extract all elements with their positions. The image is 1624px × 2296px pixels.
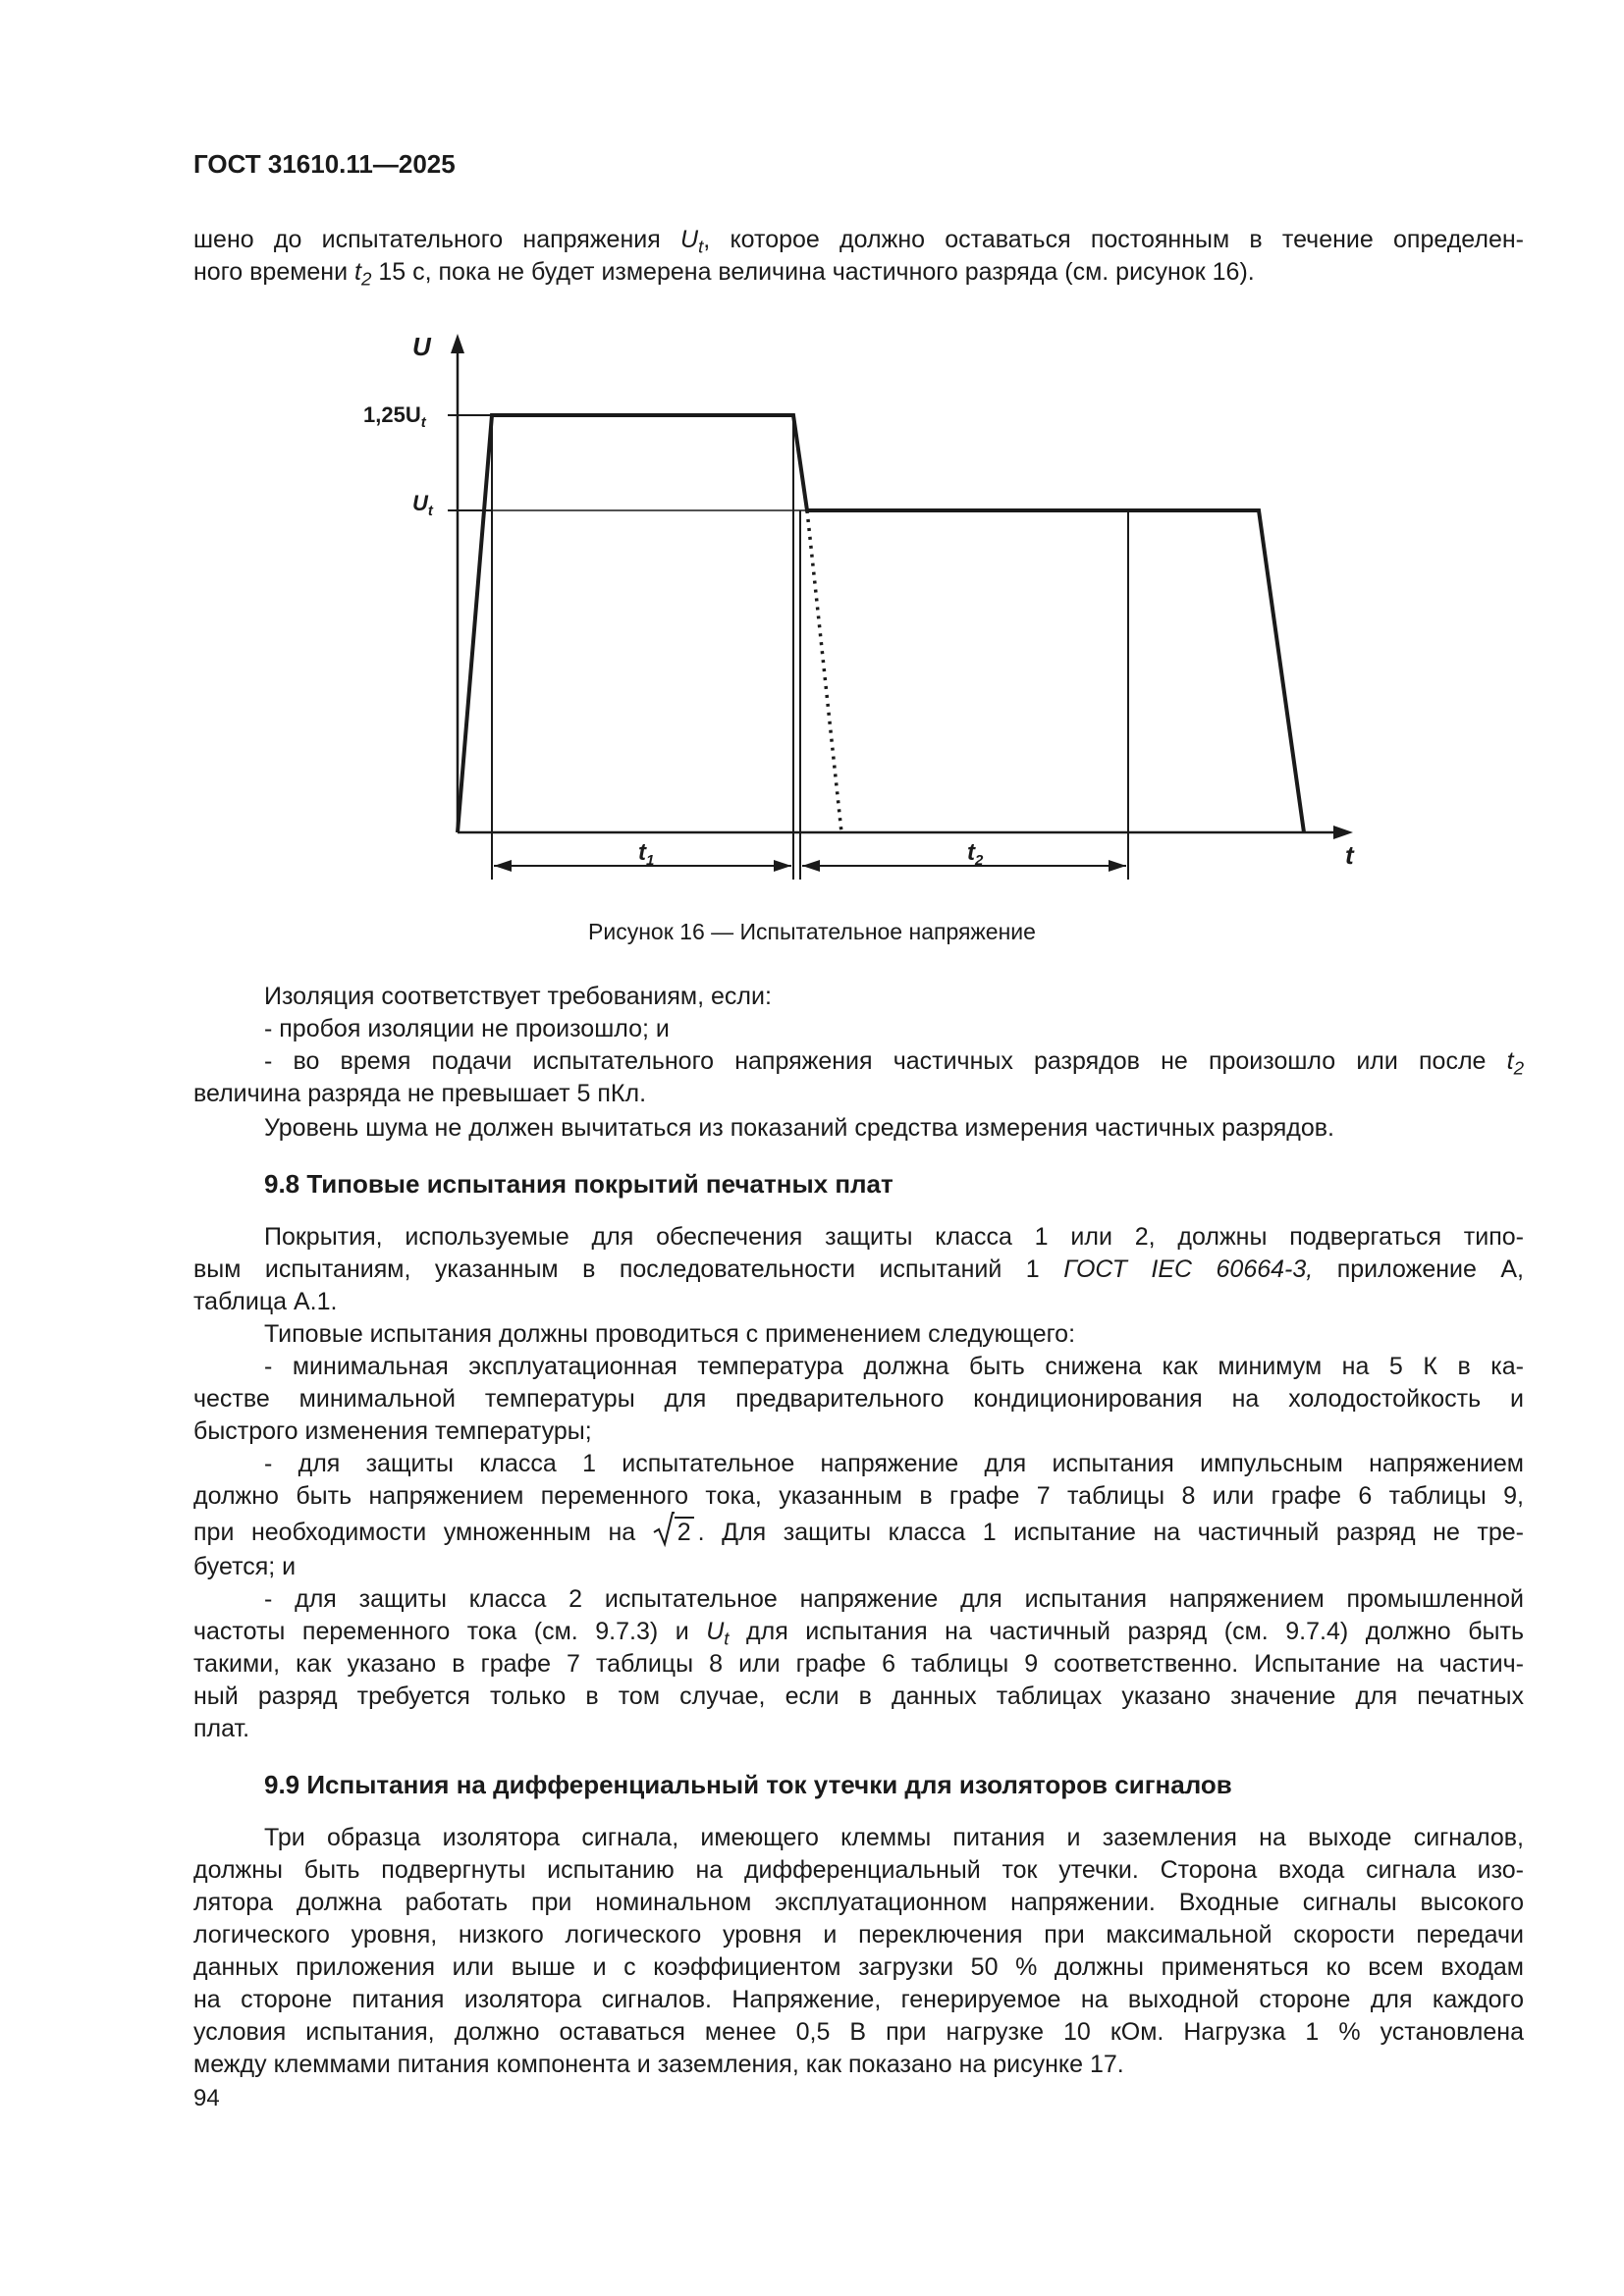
section-9-9-line-8: между клеммами питания компонента и заземления, как показано на рисунке 17.: [193, 2051, 1124, 2078]
section-9-8-b1-line-3: быстрого изменения температуры;: [193, 1417, 592, 1445]
interval-t1-label: $t_1$: [638, 839, 655, 869]
section-9-8-b3-line-2: частоты переменного тока (см. 9.7.3) и $U_t$ для испытания на частичный разряд (см. 9.7.4) должно быть: [193, 1618, 1524, 1649]
section-9-8-p1-line-2: вым испытаниям, указанным в последовательности испытаний 1 ГОСТ IEC 60664-3, приложение А,: [193, 1255, 1524, 1283]
section-9-8-b2-line-1: - для защиты класса 1 испытательное напряжение для испытания импульсным напряжением: [264, 1450, 1524, 1477]
dotted-rampdown-line: [807, 510, 841, 832]
y-axis-label: U: [412, 332, 431, 361]
interval-t2-label: $t_2$: [967, 839, 984, 869]
dimension-t1-arrow-left-icon: [494, 860, 512, 872]
x-axis-arrow-icon: [1333, 826, 1353, 839]
dimension-t1-arrow-right-icon: [774, 860, 791, 872]
criteria-item-2-line-2: величина разряда не превышает 5 пКл.: [193, 1080, 647, 1107]
section-9-9-line-2: должны быть подвергнуты испытанию на дифференциальный ток утечки. Сторона входа сигнала изо-: [193, 1856, 1524, 1884]
section-9-9-line-6: на стороне питания изолятора сигналов. Напряжение, генерируемое на выходной стороне для каждого: [193, 1986, 1524, 2013]
dimension-t2-arrow-right-icon: [1109, 860, 1126, 872]
section-9-9-line-3: лятора должна работать при номинальном эксплуатационном напряжении. Входные сигналы высокого: [193, 1889, 1524, 1916]
figure-caption: Рисунок 16 — Испытательное напряжение: [588, 919, 1036, 944]
x-axis-label: t: [1345, 840, 1354, 870]
high-level-label: $1,25U_t$: [363, 402, 426, 431]
section-9-8-p1-line-3: таблица А.1.: [193, 1288, 338, 1315]
intro-line-1: шено до испытательного напряжения $U_t$, которое должно оставаться постоянным в течение определен-: [193, 226, 1524, 257]
test-voltage-diagram: [334, 324, 1375, 913]
criteria-item-2-line-1: - во время подачи испытательного напряжения частичных разрядов не произошло или после $t_2$: [264, 1047, 1524, 1079]
section-9-9-line-7: условия испытания, должно оставаться менее 0,5 В при нагрузке 10 кОм. Нагрузка 1 % установлена: [193, 2018, 1524, 2046]
section-9-8-b3-line-4: ный разряд требуется только в том случае, если в данных таблицах указано значение для печатных: [193, 1682, 1524, 1710]
y-axis-arrow-icon: [451, 334, 464, 353]
section-9-8-b3-line-1: - для защиты класса 2 испытательное напряжение для испытания напряжением промышленной: [264, 1585, 1524, 1613]
section-9-9-line-4: логического уровня, низкого логического уровня и переключения при максимальной скорости передачи: [193, 1921, 1524, 1949]
section-9-9-heading: 9.9 Испытания на дифференциальный ток утечки для изоляторов сигналов: [264, 1770, 1232, 1799]
voltage-profile-line: [458, 415, 1304, 832]
low-level-label: $U_t$: [412, 491, 433, 519]
page-number: 94: [193, 2085, 220, 2111]
section-9-8-b1-line-2: честве минимальной температуры для предварительного кондиционирования на холодостойкость и: [193, 1385, 1524, 1413]
criteria-noise: Уровень шума не должен вычитаться из показаний средства измерения частичных разрядов.: [264, 1114, 1335, 1142]
intro-line-2: ного времени $t_2$ 15 с, пока не будет измерена величина частичного разряда (см. рисунок 16).: [193, 258, 1255, 290]
section-9-8-b1-line-1: - минимальная эксплуатационная температура должна быть снижена как минимум на 5 К в ка-: [264, 1353, 1524, 1380]
section-9-8-b3-line-3: такими, как указано в графе 7 таблицы 8 или графе 6 таблицы 9 соответственно. Испытание на частич-: [193, 1650, 1524, 1678]
criteria-item-1: - пробоя изоляции не произошло; и: [264, 1015, 670, 1042]
section-9-9-line-1: Три образца изолятора сигнала, имеющего клеммы питания и заземления на выходе сигналов,: [264, 1824, 1524, 1851]
section-9-8-p1-line-1: Покрытия, используемые для обеспечения защиты класса 1 или 2, должны подвергаться типо-: [264, 1223, 1524, 1251]
section-9-8-p2: Типовые испытания должны проводиться с применением следующего:: [264, 1320, 1076, 1348]
document-header: ГОСТ 31610.11—2025: [193, 149, 456, 179]
criteria-lead: Изоляция соответствует требованиям, если:: [264, 983, 772, 1010]
section-9-9-line-5: данных приложения или выше и с коэффициентом загрузки 50 % должны применяться ко всем входам: [193, 1953, 1524, 1981]
sqrt-symbol: 2: [653, 1517, 694, 1549]
section-9-8-heading: 9.8 Типовые испытания покрытий печатных плат: [264, 1169, 893, 1199]
section-9-8-b3-line-5: плат.: [193, 1715, 250, 1742]
section-9-8-b2-line-4: буется; и: [193, 1553, 297, 1580]
section-9-8-b2-line-3: при необходимости умноженным на 2 . Для защиты класса 1 испытание на частичный разряд не тре-: [193, 1517, 1524, 1549]
dimension-t2-arrow-left-icon: [802, 860, 820, 872]
section-9-8-b2-line-2: должно быть напряжением переменного тока, указанным в графе 7 таблицы 8 или графе 6 таблицы 9,: [193, 1482, 1524, 1510]
